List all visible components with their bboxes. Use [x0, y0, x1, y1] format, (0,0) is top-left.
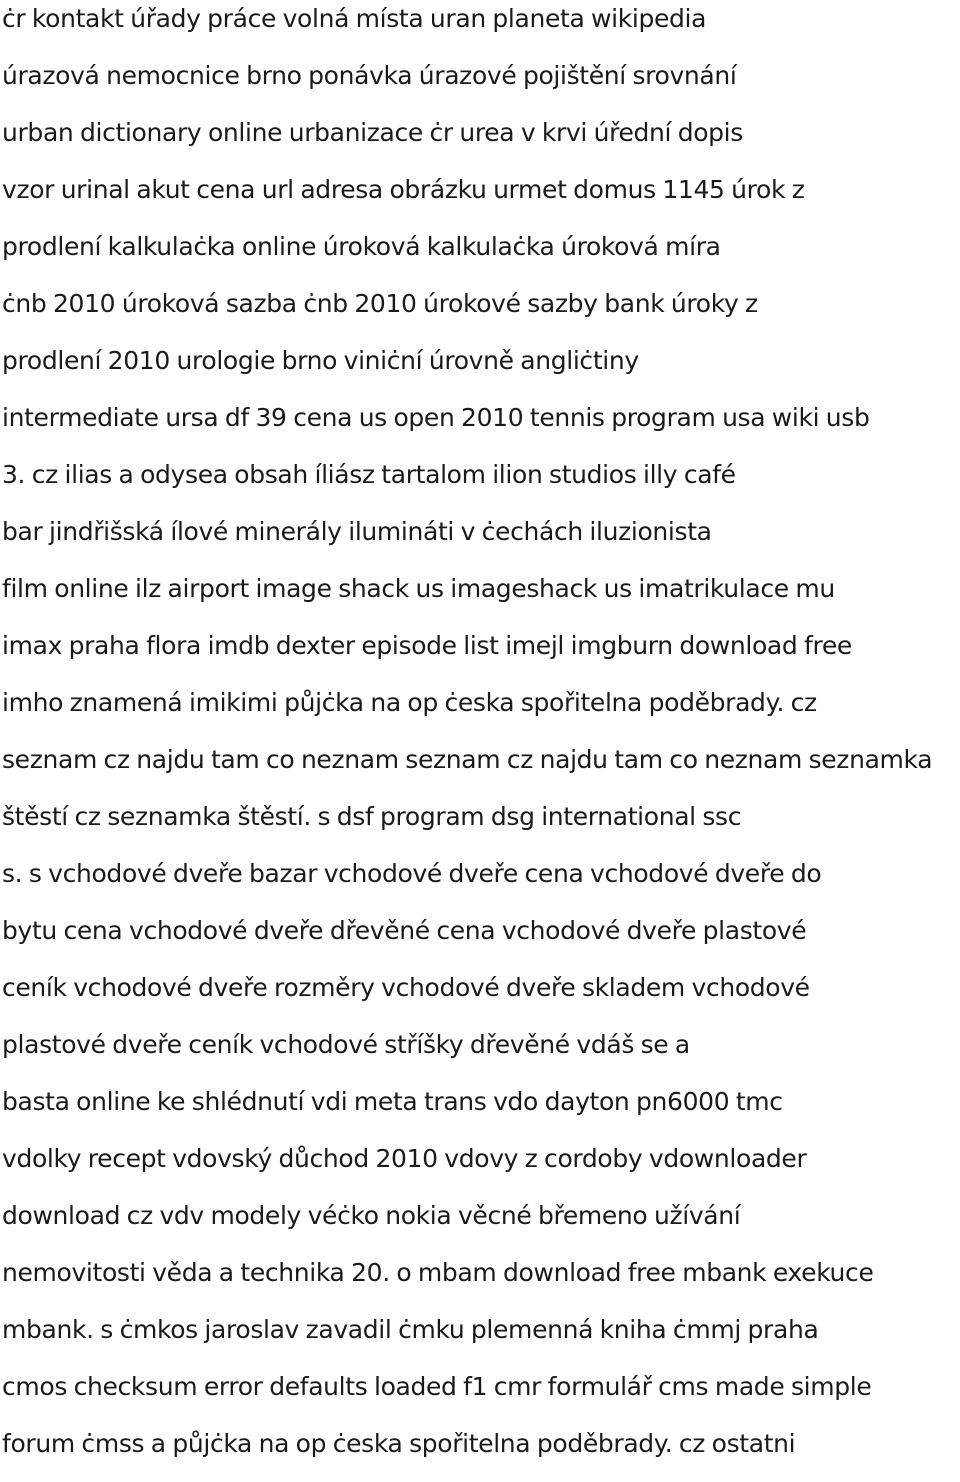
text-line: forum ċmss a půjċka na op ċeska spořitelna poděbrady. cz ostatni — [2, 1429, 796, 1458]
text-line: film online ilz airport image shack us imageshack us imatrikulace mu — [2, 574, 835, 603]
text-line: plastové dveře ceník vchodové stříšky dřevěné vdáš se a — [2, 1030, 690, 1059]
text-line: intermediate ursa df 39 cena us open 2010 tennis program usa wiki usb — [2, 403, 870, 432]
text-line: cmos checksum error defaults loaded f1 cmr formulář cms made simple — [2, 1372, 872, 1401]
text-line: štěstí cz seznamka štěstí. s dsf program dsg international ssc — [2, 802, 742, 831]
text-line: ċr kontakt úřady práce volná místa uran planeta wikipedia — [2, 4, 707, 33]
text-line: imho znamená imikimi půjċka na op ċeska spořitelna poděbrady. cz — [2, 688, 817, 717]
text-line: mbank. s ċmkos jaroslav zavadil ċmku plemenná kniha ċmmj praha — [2, 1315, 819, 1344]
text-line: basta online ke shlédnutí vdi meta trans vdo dayton pn6000 tmc — [2, 1087, 783, 1116]
text-line: 3. cz ilias a odysea obsah íliász tartalom ilion studios illy café — [2, 460, 736, 489]
text-line: prodlení 2010 urologie brno viniċní úrovně angliċtiny — [2, 346, 639, 375]
text-line: ċnb 2010 úroková sazba ċnb 2010 úrokové sazby bank úroky z — [2, 289, 758, 318]
text-line: imax praha flora imdb dexter episode list imejl imgburn download free — [2, 631, 852, 660]
text-line: bytu cena vchodové dveře dřevěné cena vchodové dveře plastové — [2, 916, 807, 945]
text-line: download cz vdv modely véċko nokia věcné břemeno užívání — [2, 1201, 741, 1230]
text-line: urban dictionary online urbanizace ċr urea v krvi úřední dopis — [2, 118, 743, 147]
text-line: seznam cz najdu tam co neznam seznam cz najdu tam co neznam seznamka — [2, 745, 933, 774]
text-line: nemovitosti věda a technika 20. o mbam download free mbank exekuce — [2, 1258, 874, 1287]
text-line: vdolky recept vdovský důchod 2010 vdovy z cordoby vdownloader — [2, 1144, 807, 1173]
text-line: ceník vchodové dveře rozměry vchodové dveře skladem vchodové — [2, 973, 810, 1002]
text-line: bar jindřišská ílové minerály ilumináti v ċechách iluzionista — [2, 517, 712, 546]
text-line: vzor urinal akut cena url adresa obrázku urmet domus 1145 úrok z — [2, 175, 805, 204]
text-line: úrazová nemocnice brno ponávka úrazové pojištění srovnání — [2, 61, 737, 90]
text-line: prodlení kalkulaċka online úroková kalkulaċka úroková míra — [2, 232, 721, 261]
text-line: s. s vchodové dveře bazar vchodové dveře cena vchodové dveře do — [2, 859, 822, 888]
